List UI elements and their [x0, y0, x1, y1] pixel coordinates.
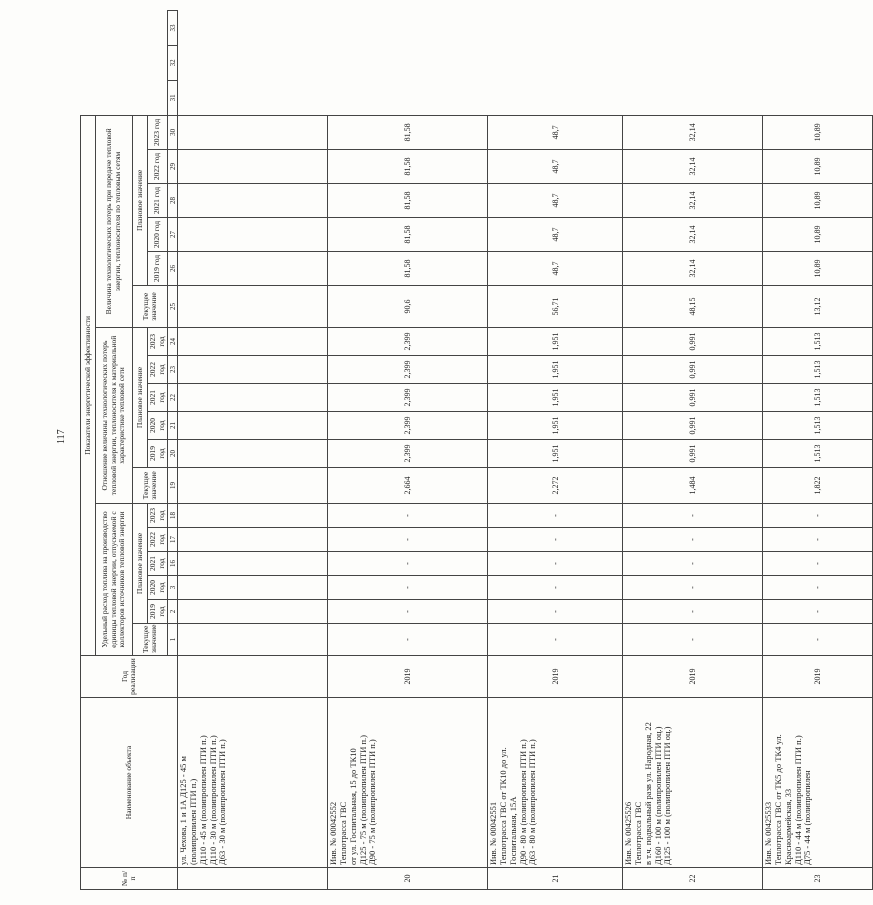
- year-fuel-2020: 2020 год: [148, 576, 168, 600]
- loss-value: 81,58: [328, 150, 488, 184]
- table-row: [623, 11, 763, 890]
- ratio-value: 2,272: [488, 468, 623, 504]
- year-loss-2023: 2023 год: [148, 115, 168, 149]
- fuel-value: -: [763, 528, 873, 552]
- ratio-value: 1,951: [488, 328, 623, 356]
- year-ratio-2020: 2020 год: [148, 412, 168, 440]
- loss-value: 48,7: [488, 115, 623, 149]
- implementation-year: [178, 656, 328, 698]
- fuel-value: -: [488, 528, 623, 552]
- year-fuel-2023: 2023 год: [148, 504, 168, 528]
- ratio-value: 1,822: [763, 468, 873, 504]
- object-name: Инв. № 00042552 Теплотрасса ГВС от ул. Госпитальная, 15 до ТК10 Д125 - 75 м (полипропилен ПТИ п.) Д90 - 75 м (полипропилен ПТИ п.): [328, 698, 488, 868]
- loss-value: 32,14: [623, 252, 763, 286]
- ratio-value: 1,951: [488, 356, 623, 384]
- fuel-value: -: [488, 576, 623, 600]
- loss-value: 32,14: [623, 150, 763, 184]
- year-ratio-2019: 2019 год: [148, 440, 168, 468]
- column-index: 29: [168, 150, 178, 184]
- fuel-value: [178, 528, 328, 552]
- fuel-value: -: [328, 576, 488, 600]
- header-current-loss: Текущее значение: [133, 286, 168, 328]
- column-index: 3: [168, 576, 178, 600]
- ratio-value: 1,513: [763, 384, 873, 412]
- ratio-value: 1,513: [763, 356, 873, 384]
- fuel-value: -: [623, 552, 763, 576]
- year-fuel-2019: 2019 год: [148, 600, 168, 624]
- column-index: 32: [168, 45, 178, 80]
- year-ratio-2022: 2022 год: [148, 356, 168, 384]
- column-index: 31: [168, 80, 178, 115]
- column-index: 24: [168, 328, 178, 356]
- header-group-main: Показатели энергетической эффективности: [81, 115, 96, 655]
- loss-value: 48,7: [488, 150, 623, 184]
- column-index: 18: [168, 504, 178, 528]
- implementation-year: 2019: [328, 656, 488, 698]
- loss-value: 48,7: [488, 218, 623, 252]
- header-current-fuel: Текущее значение: [133, 624, 168, 656]
- ratio-value: 1,513: [763, 412, 873, 440]
- fuel-value: [178, 624, 328, 656]
- loss-value: 81,58: [328, 252, 488, 286]
- header-group-fuel: Удельный расход топлива на производство единицы тепловой энергии, отпускаемой с коллекторов источников тепловой энергии: [96, 504, 133, 656]
- header-group-ratio: Отношение величины технологических потерь тепловой энергии, теплоносителя к материальной характеристике тепловой сети: [96, 328, 133, 504]
- ratio-value: 0,991: [623, 356, 763, 384]
- loss-value: 10,89: [763, 150, 873, 184]
- fuel-value: -: [623, 576, 763, 600]
- header-no: № п/п: [81, 868, 178, 890]
- column-index: 26: [168, 252, 178, 286]
- page-number: 117: [56, 429, 67, 444]
- loss-value: 10,89: [763, 184, 873, 218]
- fuel-value: -: [488, 624, 623, 656]
- ratio-value: 1,951: [488, 412, 623, 440]
- fuel-value: -: [623, 504, 763, 528]
- ratio-value: 2,664: [328, 468, 488, 504]
- fuel-value: -: [623, 600, 763, 624]
- year-ratio-2021: 2021 год: [148, 384, 168, 412]
- fuel-value: -: [488, 600, 623, 624]
- header-year: Год реализации: [81, 656, 178, 698]
- table-row: [488, 11, 623, 890]
- year-loss-2020: 2020 год: [148, 218, 168, 252]
- loss-value: 81,58: [328, 184, 488, 218]
- ratio-value: [178, 440, 328, 468]
- fuel-value: -: [488, 504, 623, 528]
- loss-value: 81,58: [328, 115, 488, 149]
- loss-value: [178, 252, 328, 286]
- row-number: 20: [328, 868, 488, 890]
- loss-value: [178, 286, 328, 328]
- ratio-value: 1,951: [488, 384, 623, 412]
- fuel-value: [178, 552, 328, 576]
- column-index: 21: [168, 412, 178, 440]
- header-planned-loss: Плановое значение: [133, 115, 148, 285]
- row-number: 22: [623, 868, 763, 890]
- column-index: 23: [168, 356, 178, 384]
- header-group-loss: Величина технологических потерь при передаче тепловой энергии, теплоносителя по тепловым сетям: [96, 115, 133, 327]
- fuel-value: -: [763, 504, 873, 528]
- ratio-value: 1,513: [763, 328, 873, 356]
- loss-value: [178, 184, 328, 218]
- fuel-value: -: [763, 552, 873, 576]
- header-planned-fuel: Плановое значение: [133, 504, 148, 624]
- ratio-value: 2,399: [328, 440, 488, 468]
- ratio-value: 2,399: [328, 328, 488, 356]
- fuel-value: -: [328, 552, 488, 576]
- fuel-value: -: [488, 552, 623, 576]
- implementation-year: 2019: [763, 656, 873, 698]
- loss-value: 32,14: [623, 218, 763, 252]
- column-index: 1: [168, 624, 178, 656]
- column-index: 30: [168, 115, 178, 149]
- year-loss-2021: 2021 год: [148, 184, 168, 218]
- loss-value: 32,14: [623, 115, 763, 149]
- column-index: 19: [168, 468, 178, 504]
- loss-value: 81,58: [328, 218, 488, 252]
- ratio-value: [178, 412, 328, 440]
- implementation-year: 2019: [488, 656, 623, 698]
- ratio-value: [178, 328, 328, 356]
- loss-value: 56,71: [488, 286, 623, 328]
- ratio-value: 0,991: [623, 384, 763, 412]
- table-row: [763, 11, 873, 890]
- fuel-value: [178, 504, 328, 528]
- column-index: 20: [168, 440, 178, 468]
- year-ratio-2023: 2023 год: [148, 328, 168, 356]
- fuel-value: -: [763, 624, 873, 656]
- table-row: [178, 11, 328, 890]
- loss-value: 10,89: [763, 252, 873, 286]
- object-name: Инв. № 00425533 Теплотрасса ГВС от ТК5 до ТК4 ул. Красноармейская, 33 Д110 - 44 м (полипропилен ПТИ п.) Д75 - 44 м (полипропилен: [763, 698, 873, 868]
- ratio-value: [178, 384, 328, 412]
- ratio-value: 0,991: [623, 412, 763, 440]
- column-index: 28: [168, 184, 178, 218]
- fuel-value: -: [623, 624, 763, 656]
- ratio-value: 1,951: [488, 440, 623, 468]
- fuel-value: -: [623, 528, 763, 552]
- year-loss-2022: 2022 год: [148, 150, 168, 184]
- header-name: Наименование объекта: [81, 698, 178, 868]
- loss-value: [178, 218, 328, 252]
- object-name: ул. Чехова, 1 и 1А Д125 - 45 м (полипропилен ПТИ п.) Д110 - 45 м (полипропилен ПТИ п.) Д110 - 30 м (полипропилен ПТИ п.) Д63 - 30 м (полипропилен ПТИ п.): [178, 698, 328, 868]
- loss-value: 13,12: [763, 286, 873, 328]
- loss-value: 48,7: [488, 184, 623, 218]
- fuel-value: -: [328, 504, 488, 528]
- header-planned-ratio: Плановое значение: [133, 328, 148, 468]
- table-body: [178, 11, 873, 890]
- row-number: 23: [763, 868, 873, 890]
- ratio-value: 2,399: [328, 412, 488, 440]
- row-number: 21: [488, 868, 623, 890]
- loss-value: 48,15: [623, 286, 763, 328]
- loss-value: 90,6: [328, 286, 488, 328]
- column-index: 27: [168, 218, 178, 252]
- implementation-year: 2019: [623, 656, 763, 698]
- fuel-value: [178, 576, 328, 600]
- loss-value: [178, 150, 328, 184]
- loss-value: [178, 115, 328, 149]
- column-index: 2: [168, 600, 178, 624]
- fuel-value: -: [328, 528, 488, 552]
- ratio-value: 1,513: [763, 440, 873, 468]
- object-name: Инв. № 00425526 Теплотрасса ГВС в т.ч. подвальный разв ул. Народная, 22 Д160 - 100 м (полипропилен ПТИ оц.) Д125 - 100 м (полипропилен ПТИ оц.): [623, 698, 763, 868]
- header-current-ratio: Текущее значение: [133, 468, 168, 504]
- object-name: Инв. № 00042551 Теплотрасса ГВС от ТК10 до ул. Госпитальная, 15А Д90 - 80 м (полипропилен ПТИ п.) Д63 - 80 м (полипропилен ПТИ п.): [488, 698, 623, 868]
- loss-value: 10,89: [763, 218, 873, 252]
- year-fuel-2021: 2021 год: [148, 552, 168, 576]
- loss-value: 32,14: [623, 184, 763, 218]
- row-number: [178, 868, 328, 890]
- fuel-value: [178, 600, 328, 624]
- loss-value: 48,7: [488, 252, 623, 286]
- column-index: 25: [168, 286, 178, 328]
- fuel-value: -: [763, 600, 873, 624]
- fuel-value: -: [328, 624, 488, 656]
- ratio-value: 2,399: [328, 356, 488, 384]
- column-index: 33: [168, 11, 178, 46]
- fuel-value: -: [328, 600, 488, 624]
- column-index: 22: [168, 384, 178, 412]
- column-index: 16: [168, 552, 178, 576]
- ratio-value: [178, 468, 328, 504]
- column-index: 17: [168, 528, 178, 552]
- table-row: [328, 11, 488, 890]
- ratio-value: 0,991: [623, 328, 763, 356]
- fuel-value: -: [763, 576, 873, 600]
- ratio-value: 2,399: [328, 384, 488, 412]
- ratio-value: 0,991: [623, 440, 763, 468]
- energy-efficiency-table: [80, 10, 873, 890]
- year-loss-2019: 2019 год: [148, 252, 168, 286]
- year-fuel-2022: 2022 год: [148, 528, 168, 552]
- ratio-value: [178, 356, 328, 384]
- rotated-table-container: [80, 10, 823, 890]
- loss-value: 10,89: [763, 115, 873, 149]
- ratio-value: 1,484: [623, 468, 763, 504]
